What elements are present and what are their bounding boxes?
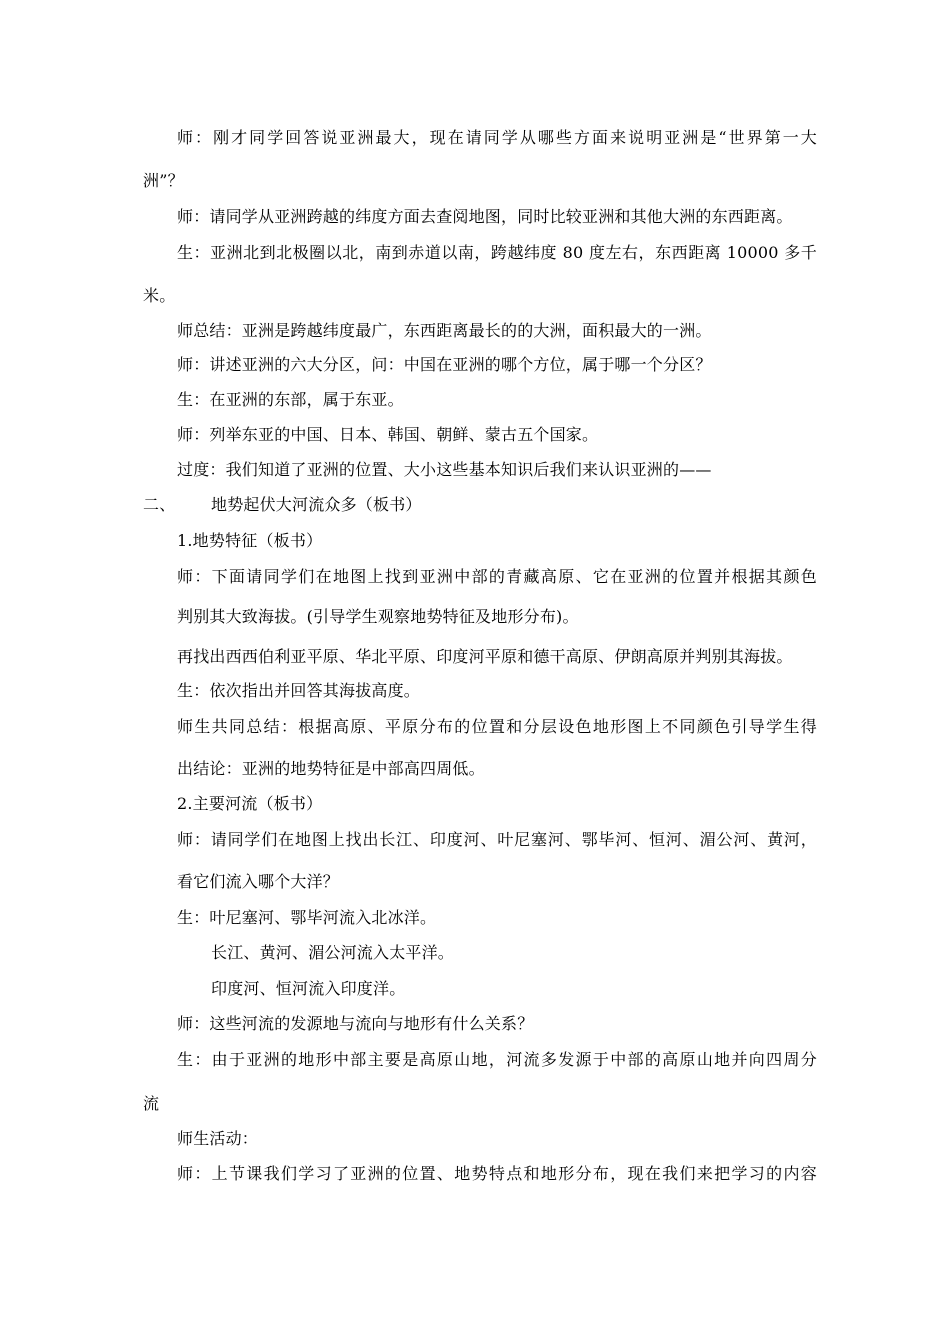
section-heading: 地势起伏大河流众多（板书） [211, 495, 422, 514]
paragraph-line: 生：亚洲北到北极圈以北，南到赤道以南，跨越纬度 80 度左右，东西距离 10000 多千 [177, 243, 817, 262]
subsection-heading: 2.主要河流（板书） [177, 794, 323, 813]
subsection-heading: 1.地势特征（板书） [177, 531, 323, 550]
paragraph-line: 师：请同学从亚洲跨越的纬度方面去查阅地图，同时比较亚洲和其他大洲的东西距离。 [177, 207, 793, 226]
paragraph-line: 师：上节课我们学习了亚洲的位置、地势特点和地形分布，现在我们来把学习的内容 [177, 1164, 817, 1183]
paragraph-line: 生：在亚洲的东部，属于东亚。 [177, 390, 404, 409]
paragraph-line: 师生共同总结：根据高原、平原分布的位置和分层设色地形图上不同颜色引导学生得 [177, 717, 817, 736]
paragraph-line: 师：请同学们在地图上找出长江、印度河、叶尼塞河、鄂毕河、恒河、湄公河、黄河， [177, 830, 817, 849]
paragraph-line: 生：由于亚洲的地形中部主要是高原山地，河流多发源于中部的高原山地并向四周分 [177, 1050, 817, 1069]
paragraph-line: 看它们流入哪个大洋？ [177, 872, 340, 891]
paragraph-line: 出结论：亚洲的地势特征是中部高四周低。 [177, 759, 485, 778]
paragraph-line: 生：叶尼塞河、鄂毕河流入北冰洋。 [177, 908, 437, 927]
paragraph-line: 流 [143, 1094, 160, 1113]
paragraph-line: 过度：我们知道了亚洲的位置、大小这些基本知识后我们来认识亚洲的—— [177, 460, 712, 479]
paragraph-line: 师：刚才同学回答说亚洲最大，现在请同学从哪些方面来说明亚洲是“世界第一大 [177, 128, 817, 147]
paragraph-line: 长江、黄河、湄公河流入太平洋。 [211, 943, 455, 962]
paragraph-line: 师总结：亚洲是跨越纬度最广，东西距离最长的的大洲，面积最大的一洲。 [177, 321, 712, 340]
paragraph-line: 再找出西西伯利亚平原、华北平原、印度河平原和德干高原、伊朗高原并判别其海拔。 [177, 647, 793, 666]
paragraph-line: 师生活动： [177, 1129, 259, 1148]
paragraph-line: 洲”？ [143, 171, 184, 190]
paragraph-line: 生：依次指出并回答其海拔高度。 [177, 681, 421, 700]
paragraph-line: 印度河、恒河流入印度洋。 [211, 979, 406, 998]
section-number: 二、 [143, 495, 176, 514]
paragraph-line: 师：列举东亚的中国、日本、韩国、朝鲜、蒙古五个国家。 [177, 425, 599, 444]
paragraph-line: 师：讲述亚洲的六大分区，问：中国在亚洲的哪个方位，属于哪一个分区？ [177, 355, 712, 374]
paragraph-line: 判别其大致海拔。(引导学生观察地势特征及地形分布)。 [177, 607, 579, 626]
paragraph-line: 师：下面请同学们在地图上找到亚洲中部的青藏高原、它在亚洲的位置并根据其颜色 [177, 567, 817, 586]
paragraph-line: 米。 [143, 286, 176, 305]
paragraph-line: 师：这些河流的发源地与流向与地形有什么关系？ [177, 1014, 534, 1033]
